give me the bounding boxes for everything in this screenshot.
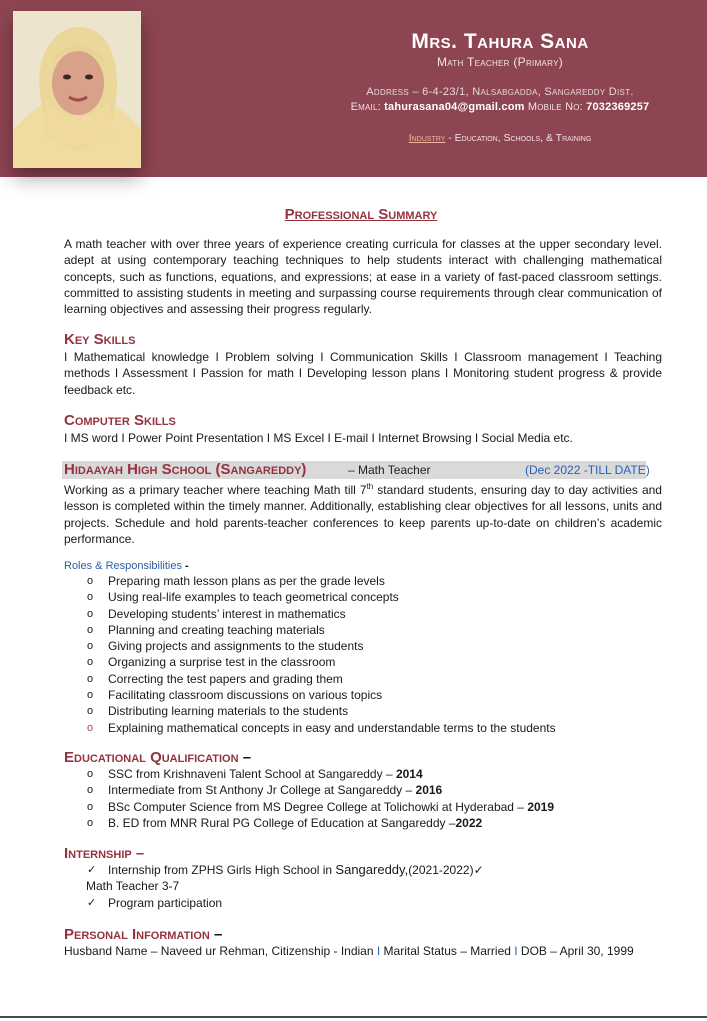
summary-text: A math teacher with over three years of experience creating curricula for classes at the upper secondary level. adept at using contemporary teaching techniques to help students interact with challenging mathematical concepts, such as functions, equations, and expressions; at ease in a variety of fast-paced classroom settings. committed to assisting students in meeting and surpassing course requirements through clear communication of learning objectives and assessing their progress regularly.: [64, 237, 662, 317]
job-date: (Dec 2022 -TILL DATE): [525, 463, 650, 477]
job-description-sup: th: [366, 482, 374, 491]
candidate-title: Math Teacher (Primary): [436, 55, 564, 69]
job-role: – Math Teacher: [348, 463, 431, 477]
key-skills-text: I Mathematical knowledge I Problem solving I Communication Skills I Classroom management I Teaching methods I Assessment I Passion for math I Developing lesson plans I Monitoring student progress & provide feedback etc.: [64, 350, 662, 397]
personal-heading-dash: –: [209, 926, 223, 943]
roles-heading: [64, 560, 189, 572]
computer-skills-text: I MS word I Power Point Presentation I MS Excel I E-mail I Internet Browsing I Social Media etc.: [64, 431, 573, 445]
email-value[interactable]: tahurasana04@gmail.com: [384, 101, 525, 113]
mobile-value: 7032369257: [586, 101, 650, 113]
contact-line: [290, 101, 707, 113]
key-skills-heading: Key Skills: [64, 331, 136, 348]
candidate-address: Address – 6-4-23/1, Nalsabgadda, Sangareddy Dist.: [366, 86, 634, 98]
email-label: Email:: [350, 101, 381, 113]
check-icon: ✓: [473, 863, 484, 877]
industry-label: Industry: [408, 132, 446, 144]
bottom-divider: [0, 1016, 707, 1018]
personal-info-text: Husband Name – Naveed ur Rehman, Citizenship - Indian I Marital Status – Married I DOB – April 30, 1999: [64, 944, 634, 958]
education-heading-text: Educational Qualification: [64, 749, 239, 766]
internship-heading: Internship –: [64, 845, 145, 862]
check-icon: ✓: [87, 864, 97, 876]
header-banner: [0, 0, 707, 177]
industry-line: [290, 132, 707, 144]
job-description: [64, 479, 662, 547]
mobile-label: Mobile No:: [527, 101, 583, 113]
roles-heading-text: Roles & Responsibilities: [64, 560, 182, 572]
personal-heading: [64, 926, 222, 943]
candidate-name: Mrs. Tahura Sana: [411, 30, 589, 53]
personal-heading-text: Personal Information: [64, 926, 210, 943]
profile-photo-image: [13, 11, 141, 168]
job-description-b: standard students, ensuring day to day activities and lesson is completed within the timely manner. Additionally, establishing clear objectives for all lessons, units and projects. Schedule and hold parents-teacher conferences to keep parents up-to-date on children’s academic performance.: [64, 483, 662, 546]
job-description-a: Working as a primary teacher where teaching Math till 7: [64, 483, 367, 497]
check-icon: ✓: [87, 896, 97, 909]
education-heading: [64, 749, 251, 766]
education-heading-dash: –: [238, 749, 252, 766]
summary-heading: Professional Summary: [284, 206, 438, 223]
industry-value: - Education, Schools, & Training: [448, 132, 592, 144]
job-school: Hidaayah High School (Sangareddy): [64, 461, 307, 478]
computer-skills-heading: Computer Skills: [64, 412, 176, 429]
profile-photo: [13, 11, 141, 168]
roles-heading-dash: -: [182, 560, 189, 572]
